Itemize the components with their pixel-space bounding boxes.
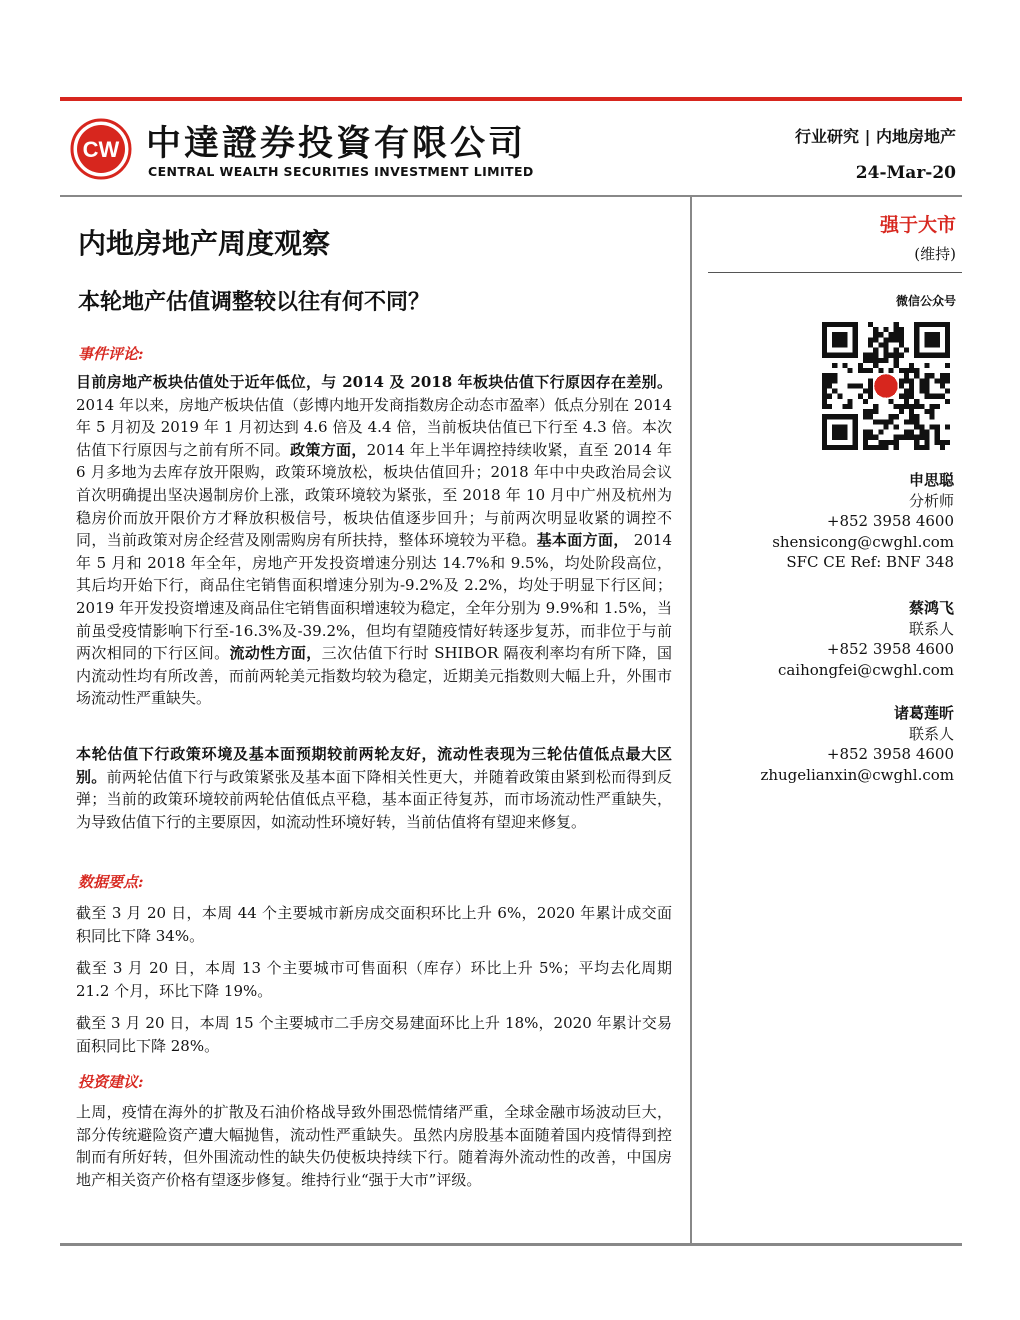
analyst-card-2 <box>778 598 954 680</box>
top-red-rule <box>60 97 962 101</box>
paragraph-comparison <box>76 743 672 833</box>
para1-text-2: 2014 年上半年调控持续收紧，直至 2014 年 6 月多地为去库存放开限购，政策环境放松，板块估值回升；2018 年中中央政治局会议首次明确提出坚决遏制房价上涨，政策环境较为紧张，至 2018 年 10 月中广州及杭州为稳房价而放开限价方才释放积极信号，板块估值逐步回升；与前两次明显收紧的调控不同，当前政策对房企经营及刚需购房有所扶持，整体环境较为平稳。 <box>76 440 672 550</box>
para1-bold-liquidity: 流动性方面， <box>229 644 322 663</box>
paragraph-new-homes: 截至 3 月 20 日，本周 44 个主要城市新房成交面积环比上升 6%，2020 年累计成交面积同比下降 34%。 <box>76 904 672 945</box>
analyst-sfc-ref: SFC CE Ref: BNF 348 <box>786 553 954 571</box>
analyst-card-3 <box>760 703 954 785</box>
section-advice-heading: 投资建议: <box>78 1073 144 1091</box>
analyst-card-1 <box>772 470 954 573</box>
report-subtitle: 本轮地产估值调整较以往有何不同？ <box>78 289 431 315</box>
rating-label: 强于大市 <box>879 214 956 236</box>
analyst-role: 联系人 <box>908 724 954 743</box>
company-name-en: CENTRAL WEALTH SECURITIES INVESTMENT LIMITED <box>148 164 534 179</box>
company-name-cn: 中達證券投資有限公司 <box>146 124 527 164</box>
report-date: 24-Mar-20 <box>855 163 956 183</box>
para1-text-4: 三次估值下行时 SHIBOR 隔夜利率均有所下降，国内流动性均有所改善，而前两轮美元指数均较为稳定，近期美元指数则大幅上升，外围市场流动性严重缺失。 <box>76 644 672 708</box>
para1-bold-fundamentals: 基本面方面， <box>536 531 629 550</box>
analyst-phone: +852 3958 4600 <box>826 640 954 658</box>
paragraph-investment-advice: 上周，疫情在海外的扩散及石油价格战导致外围恐慌情绪严重，全球金融市场波动巨大，部分传统避险资产遭大幅抛售，流动性严重缺失。虽然内房股基本面随着国内疫情得到控制而有所好转，但外围流动性的缺失仍使板块持续下行。随着海外流动性的改善，中国房地产相关资产价格有望逐步修复。维持行业“强于大市”评级。 <box>76 1103 672 1189</box>
paragraph-inventory: 截至 3 月 20 日，本周 13 个主要城市可售面积（库存）环比上升 5%；平均去化周期 21.2 个月，环比下降 19%。 <box>76 959 672 1000</box>
sidebar-divider <box>708 272 962 273</box>
wechat-label: 微信公众号 <box>895 294 956 308</box>
analyst-name: 申思聪 <box>908 471 954 489</box>
analyst-email[interactable]: zhugelianxin@cwghl.com <box>760 765 954 784</box>
analyst-role: 联系人 <box>908 619 954 638</box>
rating-note: (维持) <box>914 245 956 263</box>
header-divider <box>60 195 962 197</box>
analyst-email[interactable]: shensicong@cwghl.com <box>772 532 954 551</box>
column-divider <box>690 197 692 1245</box>
logo-text: CW <box>82 137 120 162</box>
para1-text-1: 2014 年以来，房地产板块估值（彭博内地开发商指数房企动态市盈率）低点分别在 2014 年 5 月初及 2019 年 1 月初达到 4.6 倍及 4.4 倍，当前板块估值已下行至 4.3 倍。本次估值下行原因与之前有所不同。 <box>76 395 672 459</box>
analyst-role: 分析师 <box>908 491 954 510</box>
analyst-name: 诸葛莲昕 <box>893 704 954 722</box>
qr-code-icon[interactable] <box>822 322 950 450</box>
analyst-phone: +852 3958 4600 <box>826 512 954 530</box>
para1-bold-1: 目前房地产板块估值处于近年低位，与 2014 及 2018 年板块估值下行原因存在差别。 <box>76 373 672 391</box>
analyst-name: 蔡鸿飞 <box>908 599 954 617</box>
para1-bold-policy: 政策方面， <box>290 440 367 459</box>
para2-text: 前两轮估值下行与政策紧张及基本面下降相关性更大，并随着政策由紧到松而得到反弹；当前的政策环境较前两轮估值低点平稳，基本面正待复苏，而市场流动性严重缺失，为导致估值下行的主要原因，如流动性环境好转，当前估值将有望迎来修复。 <box>76 767 672 831</box>
analyst-email[interactable]: caihongfei@cwghl.com <box>777 660 954 679</box>
paragraph-secondhand: 截至 3 月 20 日，本周 15 个主要城市二手房交易建面环比上升 18%，2020 年累计交易面积同比下降 28%。 <box>76 1014 672 1055</box>
para2-bold: 本轮估值下行政策环境及基本面预期较前两轮友好，流动性表现为三轮估值低点最大区别。 <box>76 745 672 786</box>
analyst-phone: +852 3958 4600 <box>826 745 954 763</box>
footer-divider <box>60 1243 962 1246</box>
report-category: 行业研究 | 内地房地产 <box>795 127 956 146</box>
section-event-heading: 事件评论: <box>78 345 144 363</box>
paragraph-valuation <box>76 371 672 710</box>
company-logo-icon <box>70 118 132 180</box>
section-data-heading: 数据要点: <box>78 873 144 891</box>
report-title: 内地房地产周度观察 <box>78 227 331 260</box>
para1-text-3: 2014 年 5 月和 2018 年全年，房地产开发投资增速分别达 14.7%和 9.5%，均处阶段高位，其后均开始下行，商品住宅销售面积增速分别为-9.2%及 2.2%，均处于明显下行区间；2019 年开发投资增速及商品住宅销售面积增速较为稳定，全年分别为 9.9%和 1.5%，当前虽受疫情影响下行至-16.3%及-39.2%，但均有望随疫情好转逐步复苏，而非位于与前两次相同的下行区间。 <box>76 531 672 663</box>
